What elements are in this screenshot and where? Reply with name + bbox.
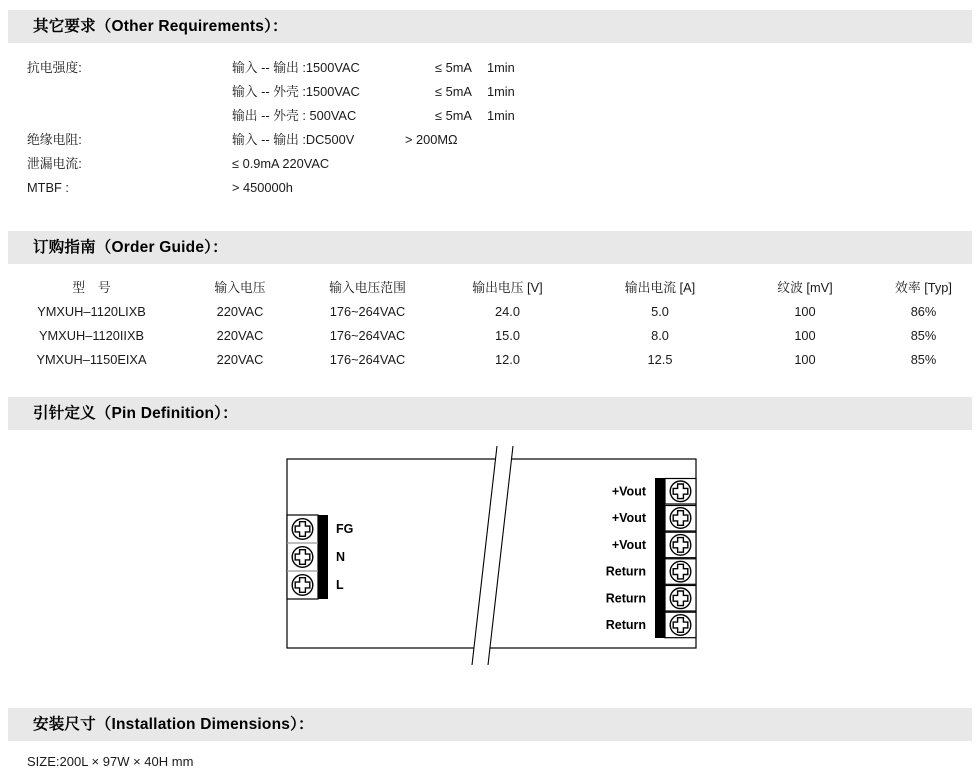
spec-row: [27, 152, 515, 176]
pin-label-vout: +Vout: [611, 537, 646, 552]
output-terminal-bar: [655, 478, 665, 638]
pin-label-return: Return: [605, 591, 646, 606]
cell-model: YMXUH–1120LIXB: [37, 304, 146, 319]
pin-label-l: L: [336, 578, 344, 592]
table-row: [8, 324, 972, 348]
column-header-output-voltage: 输出电压 [V]: [472, 280, 543, 295]
cell-model: YMXUH–1120IIXB: [38, 328, 145, 343]
cell-ripple: 100: [794, 304, 816, 319]
pin-label-return: Return: [605, 564, 646, 579]
screw-terminal-icon: [670, 561, 691, 582]
cell-efficiency: 86%: [910, 304, 937, 319]
section-title-other-requirements: 其它要求（Other Requirements）：: [8, 10, 972, 43]
cell-efficiency: 85%: [910, 352, 937, 367]
spec-limit: ≤ 5mA: [435, 84, 472, 99]
spec-label: [27, 80, 232, 104]
section-title-order-guide: 订购指南（Order Guide）：: [8, 231, 972, 264]
spec-label: 泄漏电流:: [27, 156, 82, 171]
spec-row: [27, 80, 515, 104]
spec-label: MTBF :: [27, 180, 69, 195]
spec-value: > 450000h: [232, 180, 293, 195]
spec-value: 输出 -- 外壳 : 500VAC: [232, 108, 357, 123]
spec-limit: [435, 176, 487, 200]
spec-limit: ≤ 5mA: [435, 60, 472, 75]
spec-duration: 1min: [487, 60, 515, 75]
input-terminal-bar: [318, 515, 328, 599]
table-header-row: [8, 276, 972, 300]
column-header-model: 型 号: [72, 280, 111, 295]
cell-output-current: 12.5: [647, 352, 673, 367]
pin-label-n: N: [336, 550, 346, 564]
column-header-input-voltage: 输入电压: [214, 280, 266, 295]
cell-input-range: 176~264VAC: [329, 352, 406, 367]
pin-label-vout: +Vout: [611, 484, 646, 499]
cell-model: YMXUH–1150EIXA: [36, 352, 147, 367]
spec-value: 输入 -- 输出 :1500VAC: [232, 60, 360, 75]
section-title-pin-definition: 引针定义（Pin Definition）：: [8, 397, 972, 430]
pin-definition-diagram: [270, 438, 710, 673]
cell-output-voltage: 15.0: [495, 328, 520, 343]
order-guide-table: [8, 276, 972, 372]
spec-value: 输入 -- 输出 :DC500V: [232, 132, 355, 147]
screw-terminal-icon: [670, 535, 691, 556]
screw-terminal-icon: [670, 588, 691, 609]
cell-input-voltage: 220VAC: [216, 328, 264, 343]
spec-row: [27, 56, 515, 80]
spec-limit: [435, 152, 487, 176]
cell-ripple: 100: [794, 328, 816, 343]
column-header-output-current: 输出电流 [A]: [624, 280, 696, 295]
cell-output-current: 5.0: [651, 304, 669, 319]
column-header-ripple: 纹波 [mV]: [777, 280, 833, 295]
section-title-installation-dimensions: 安装尺寸（Installation Dimensions）：: [8, 708, 972, 741]
cell-ripple: 100: [794, 352, 816, 367]
installation-size: SIZE:200L × 97W × 40H mm: [27, 754, 194, 769]
spec-value: ≤ 0.9mA 220VAC: [232, 156, 330, 171]
spec-duration: 1min: [487, 84, 515, 99]
other-requirements-spec-list: [27, 56, 515, 200]
column-header-efficiency: 效率 [Typ]: [895, 280, 952, 295]
table-row: [8, 348, 972, 372]
spec-value: 输入 -- 外壳 :1500VAC: [232, 84, 360, 99]
spec-row: [27, 104, 515, 128]
spec-label: [27, 104, 232, 128]
cell-output-voltage: 12.0: [495, 352, 520, 367]
spec-duration: 1min: [487, 108, 515, 123]
screw-terminal-icon: [670, 508, 691, 529]
spec-label: 绝缘电阻:: [27, 132, 82, 147]
spec-row: [27, 128, 515, 152]
screw-terminal-icon: [292, 575, 313, 596]
cell-input-voltage: 220VAC: [216, 352, 264, 367]
cell-input-range: 176~264VAC: [329, 328, 406, 343]
cell-input-voltage: 220VAC: [216, 304, 264, 319]
cell-efficiency: 85%: [910, 328, 937, 343]
cell-output-current: 8.0: [651, 328, 669, 343]
spec-limit: ≤ 5mA: [435, 108, 472, 123]
spec-limit: > 200MΩ: [405, 132, 458, 147]
pin-label-return: Return: [605, 618, 646, 632]
pin-label-fg: FG: [336, 522, 354, 536]
screw-terminal-icon: [292, 519, 313, 540]
pin-label-vout: +Vout: [611, 511, 646, 525]
spec-label: 抗电强度:: [27, 60, 82, 75]
cell-input-range: 176~264VAC: [329, 304, 406, 319]
spec-row: [27, 176, 515, 200]
column-header-input-range: 输入电压范围: [329, 280, 406, 295]
table-row: [8, 300, 972, 324]
cell-output-voltage: 24.0: [495, 304, 520, 319]
screw-terminal-icon: [670, 615, 691, 636]
screw-terminal-icon: [292, 547, 313, 568]
screw-terminal-icon: [670, 481, 691, 502]
